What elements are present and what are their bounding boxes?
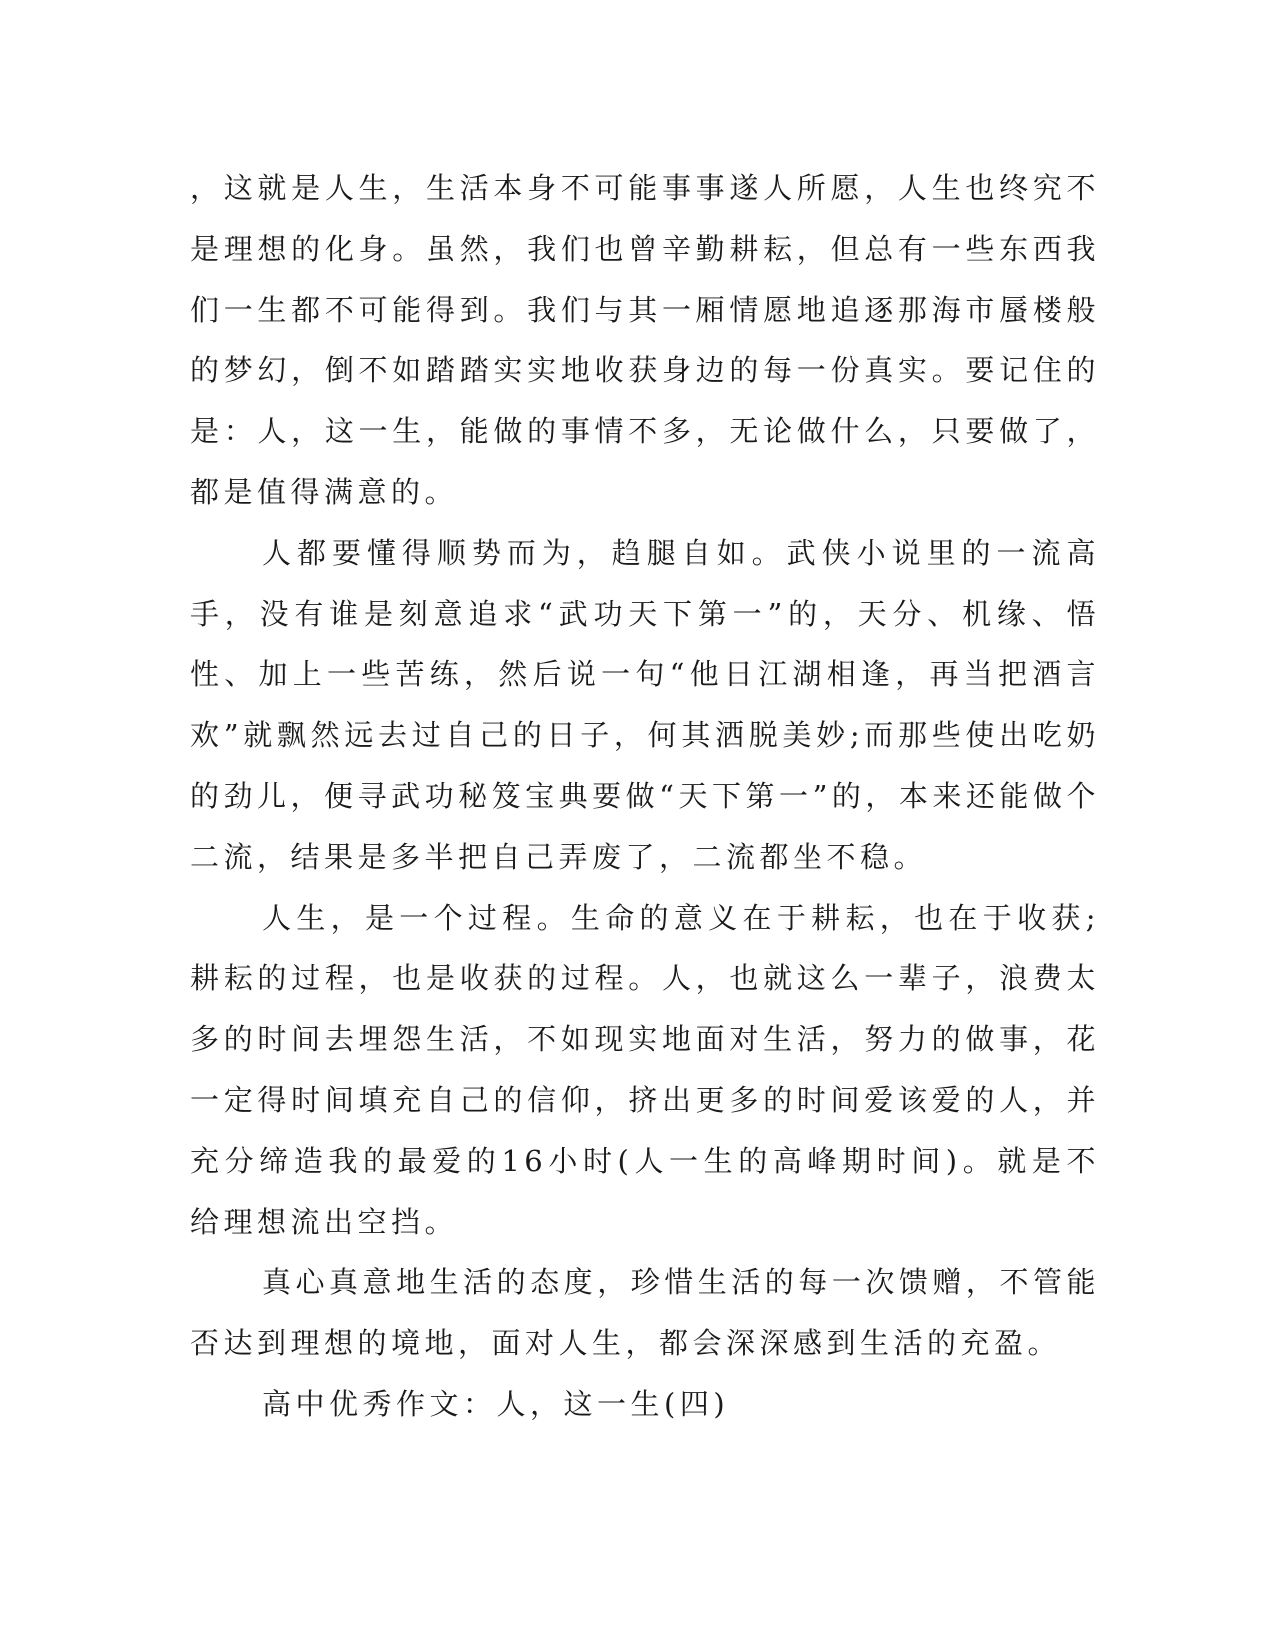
paragraph-continuation: ，这就是人生，生活本身不可能事事遂人所愿，人生也终究不是理想的化身。虽然，我们也曾辛勤耕耘，但总有一些东西我们一生都不可能得到。我们与其一厢情愿地追逐那海市蜃楼般的梦幻，倒不如踏踏实实地收获身边的每一份真实。要记住的是：人，这一生，能做的事情不多，无论做什么，只要做了，都是值得满意的。 [190,171,1100,509]
section-heading: 高中优秀作文：人，这一生(四) [262,1386,730,1421]
document-body [190,158,1100,1435]
paragraph-attitude: 真心真意地生活的态度，珍惜生活的每一次馈赠，不管能否达到理想的境地，面对人生，都会深深感到生活的充盈。 [190,1265,1100,1361]
paragraph-wuxia: 人都要懂得顺势而为，趋腿自如。武侠小说里的一流高手，没有谁是刻意追求“武功天下第一”的，天分、机缘、悟性、加上一些苦练，然后说一句“他日江湖相逢，再当把酒言欢”就飘然远去过自己的日子，何其洒脱美妙;而那些使出吃奶的劲儿，便寻武功秘笈宝典要做“天下第一”的，本来还能做个二流，结果是多半把自己弄废了，二流都坐不稳。 [190,535,1100,874]
paragraph-life-process: 人生，是一个过程。生命的意义在于耕耘，也在于收获;耕耘的过程，也是收获的过程。人，也就这么一辈子，浪费太多的时间去埋怨生活，不如现实地面对生活，努力的做事，花一定得时间填充自己的信仰，挤出更多的时间爱该爱的人，并充分缔造我的最爱的16小时(人一生的高峰期时间)。就是不给理想流出空挡。 [190,900,1100,1239]
